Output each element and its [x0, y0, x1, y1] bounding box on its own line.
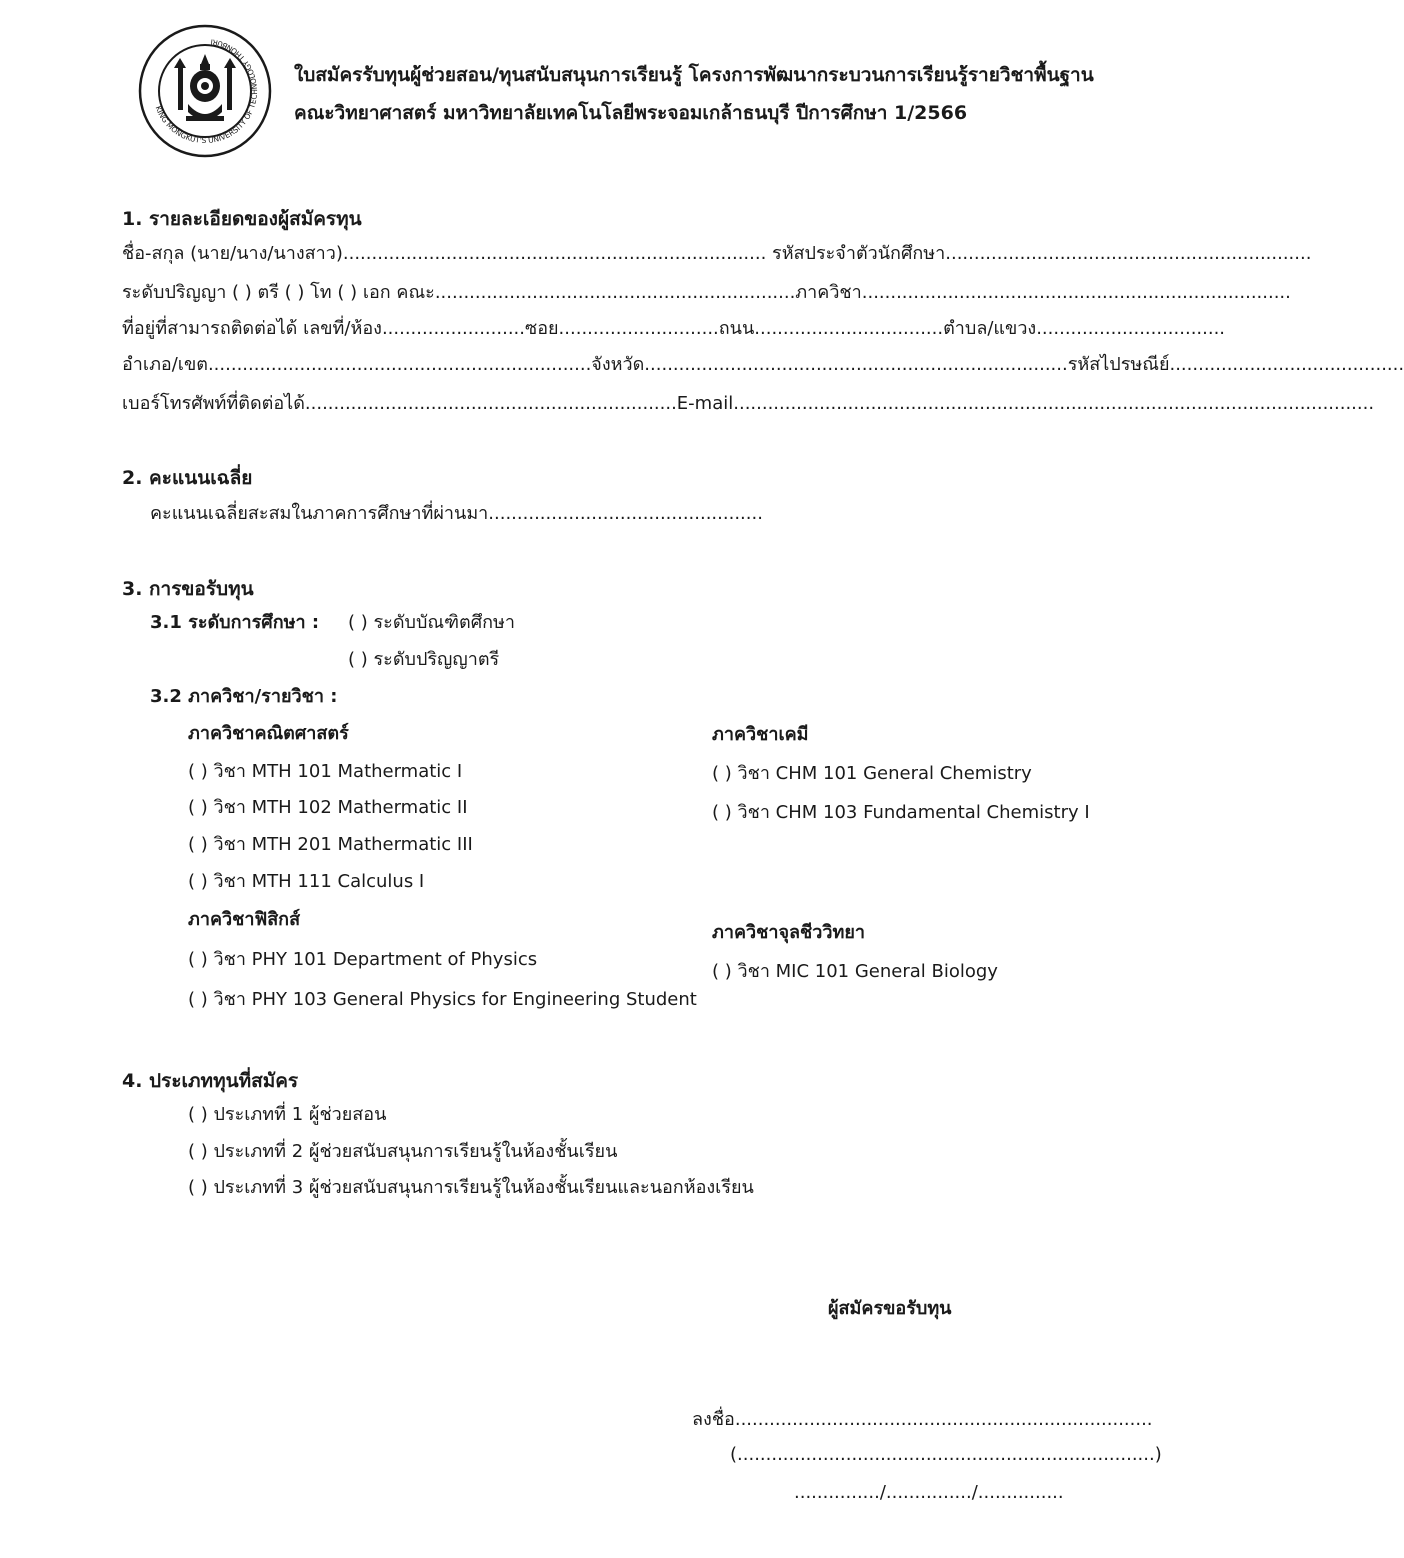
- printed-name-line[interactable]: (.........................................................................): [730, 1444, 1162, 1465]
- course-phy103[interactable]: ( ) วิชา PHY 103 General Physics for Engineering Student: [188, 989, 697, 1010]
- course-chm101[interactable]: ( ) วิชา CHM 101 General Chemistry: [712, 763, 1032, 784]
- gpa-row[interactable]: คะแนนเฉลี่ยสะสมในภาคการศึกษาที่ผ่านมา................................................: [150, 503, 763, 524]
- signature-line[interactable]: ลงชื่อ.........................................................................: [692, 1409, 1153, 1430]
- form-title-line2: คณะวิทยาศาสตร์ มหาวิทยาลัยเทคโนโลยีพระจอมเกล้าธนบุรี ปีการศึกษา 1/2566: [294, 102, 968, 124]
- section3-heading: 3. การขอรับทุน: [122, 578, 254, 600]
- education-level-label: 3.1 ระดับการศึกษา :: [150, 612, 320, 633]
- course-phy101[interactable]: ( ) วิชา PHY 101 Department of Physics: [188, 949, 538, 970]
- course-mth201[interactable]: ( ) วิชา MTH 201 Mathermatic III: [188, 834, 473, 855]
- scholarship-type-1[interactable]: ( ) ประเภทที่ 1 ผู้ช่วยสอน: [188, 1104, 387, 1125]
- section2-heading: 2. คะแนนเฉลี่ย: [122, 467, 253, 489]
- scholarship-type-2[interactable]: ( ) ประเภทที่ 2 ผู้ช่วยสนับสนุนการเรียนรู้ในห้องชั้นเรียน: [188, 1141, 618, 1162]
- form-title-line1: ใบสมัครรับทุนผู้ช่วยสอน/ทุนสนับสนุนการเรียนรู้ โครงการพัฒนากระบวนการเรียนรู้รายวิชาพื้นฐาน: [294, 64, 1094, 86]
- course-mth111[interactable]: ( ) วิชา MTH 111 Calculus I: [188, 871, 425, 892]
- department-subject-label: 3.2 ภาควิชา/รายวิชา :: [150, 686, 338, 707]
- degree-faculty-row[interactable]: ระดับปริญญา ( ) ตรี ( ) โท ( ) เอก คณะ...............................................................ภาควิชา...........................................................................: [122, 282, 1291, 303]
- option-graduate[interactable]: ( ) ระดับบัณฑิตศึกษา: [348, 612, 515, 633]
- address-row[interactable]: ที่อยู่ที่สามารถติดต่อได้ เลขที่/ห้อง.........................ซอย............................ถนน.................................ตำบล/แขวง.................................: [122, 318, 1226, 339]
- physics-department-heading: ภาควิชาฟิสิกส์: [188, 909, 301, 930]
- option-undergraduate[interactable]: ( ) ระดับปริญญาตรี: [348, 649, 500, 670]
- applicant-label: ผู้สมัครขอรับทุน: [828, 1298, 952, 1319]
- math-department-heading: ภาควิชาคณิตศาสตร์: [188, 723, 349, 744]
- course-mth101[interactable]: ( ) วิชา MTH 101 Mathermatic I: [188, 761, 463, 782]
- course-mic101[interactable]: ( ) วิชา MIC 101 General Biology: [712, 961, 998, 982]
- phone-email-row[interactable]: เบอร์โทรศัพท์ที่ติดต่อได้.................................................................E-mail................................................................................................................: [122, 393, 1375, 414]
- microbiology-department-heading: ภาควิชาจุลชีววิทยา: [712, 922, 865, 943]
- course-mth102[interactable]: ( ) วิชา MTH 102 Mathermatic II: [188, 797, 468, 818]
- district-province-row[interactable]: อำเภอ/เขต...................................................................จังหวัด..........................................................................รหัสไปรษณีย์.........................................: [122, 354, 1404, 375]
- section1-heading: 1. รายละเอียดของผู้สมัครทุน: [122, 208, 362, 230]
- chemistry-department-heading: ภาควิชาเคมี: [712, 724, 809, 745]
- date-line[interactable]: .............../.............../...............: [794, 1482, 1064, 1503]
- applicant-name-row[interactable]: ชื่อ-สกุล (นาย/นาง/นางสาว).......................................................................... รหัสประจำตัวนักศึกษา................................................................: [122, 243, 1312, 264]
- university-seal-logo: [138, 24, 272, 158]
- scholarship-type-3[interactable]: ( ) ประเภทที่ 3 ผู้ช่วยสนับสนุนการเรียนรู้ในห้องชั้นเรียนและนอกห้องเรียน: [188, 1177, 754, 1198]
- seal-lettering: KING MONGKUT'S UNIVERSITY OF TECHNOLOGY THONBURI: [153, 37, 260, 146]
- course-chm103[interactable]: ( ) วิชา CHM 103 Fundamental Chemistry I: [712, 802, 1090, 823]
- section4-heading: 4. ประเภททุนที่สมัคร: [122, 1070, 299, 1092]
